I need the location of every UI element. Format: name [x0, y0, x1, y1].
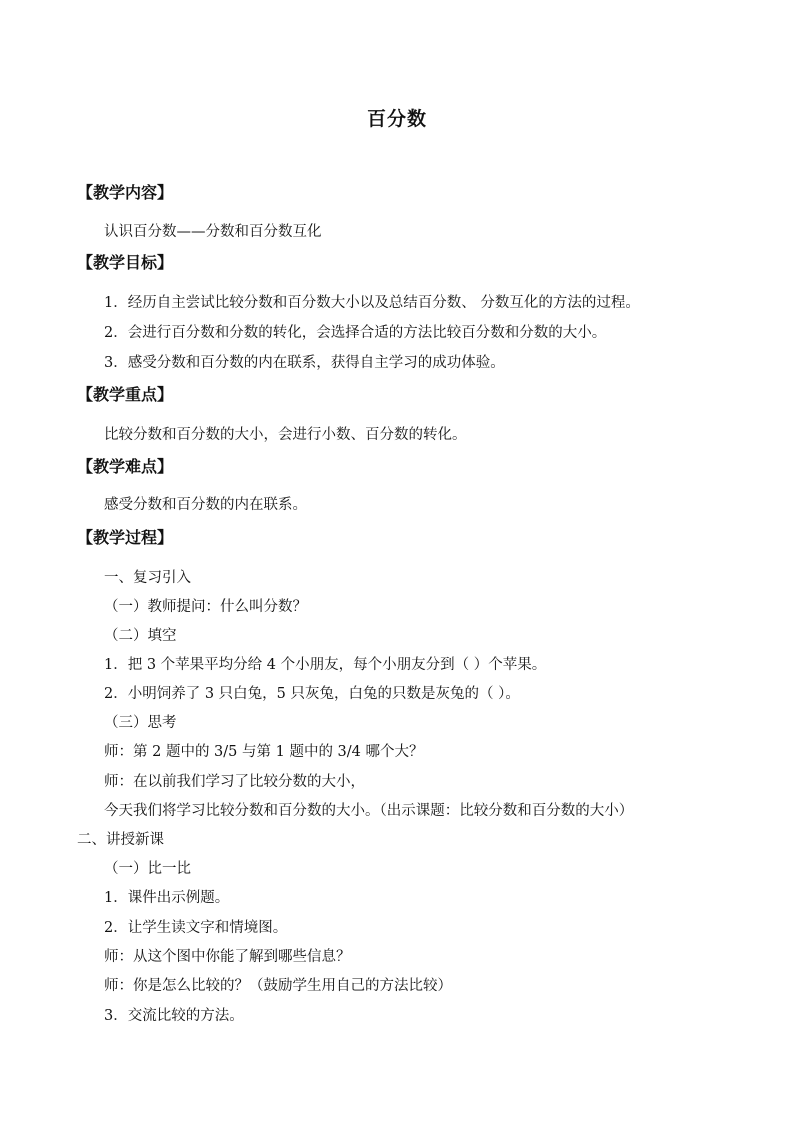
objective-line: 1．经历自主尝试比较分数和百分数大小以及总结百分数、 分数互化的方法的过程。	[104, 295, 640, 311]
process-line: 师：从这个图中你能了解到哪些信息？	[104, 949, 351, 965]
process-line: 师：第 2 题中的 3/5 与第 1 题中的 3/4 哪个大？	[104, 744, 424, 760]
process-line: 3．交流比较的方法。	[104, 1008, 244, 1024]
process-line: 1．课件出示例题。	[104, 890, 230, 906]
key-point-line: 比较分数和百分数的大小，会进行小数、百分数的转化。	[104, 427, 467, 443]
process-line: 师：在以前我们学习了比较分数的大小，	[104, 774, 365, 790]
process-line: 2．小明饲养了 3 只白兔，5 只灰兔，白兔的只数是灰兔的（ ）。	[104, 686, 520, 702]
page-title: 百分数	[366, 108, 427, 130]
process-line: 今天我们将学习比较分数和百分数的大小。（出示课题：比较分数和百分数的大小）	[104, 803, 634, 819]
section-heading-difficulties: 【教学难点】	[77, 457, 174, 476]
process-line: （二）填空	[104, 628, 177, 644]
section-heading-objectives: 【教学目标】	[77, 253, 174, 272]
process-line: 1．把 3 个苹果平均分给 4 个小朋友，每个小朋友分到（ ）个苹果。	[104, 657, 547, 673]
content-line: 认识百分数——分数和百分数互化	[104, 224, 322, 240]
process-line: （一）教师提问：什么叫分数？	[104, 599, 307, 615]
section-heading-process: 【教学过程】	[77, 528, 174, 547]
process-line: （三）思考	[104, 715, 177, 731]
process-line: 师：你是怎么比较的？（鼓励学生用自己的方法比较）	[104, 978, 452, 994]
process-line: 2．让学生读文字和情境图。	[104, 920, 288, 936]
process-line: 一、复习引入	[104, 570, 191, 586]
section-heading-key-points: 【教学重点】	[77, 385, 174, 404]
objective-line: 2．会进行百分数和分数的转化，会选择合适的方法比较百分数和分数的大小。	[104, 325, 607, 341]
process-line: 二、讲授新课	[77, 832, 164, 848]
difficulty-line: 感受分数和百分数的内在联系。	[104, 497, 307, 513]
section-heading-content: 【教学内容】	[77, 183, 174, 202]
objective-line: 3．感受分数和百分数的内在联系，获得自主学习的成功体验。	[104, 355, 505, 371]
process-line: （一）比一比	[104, 861, 191, 877]
